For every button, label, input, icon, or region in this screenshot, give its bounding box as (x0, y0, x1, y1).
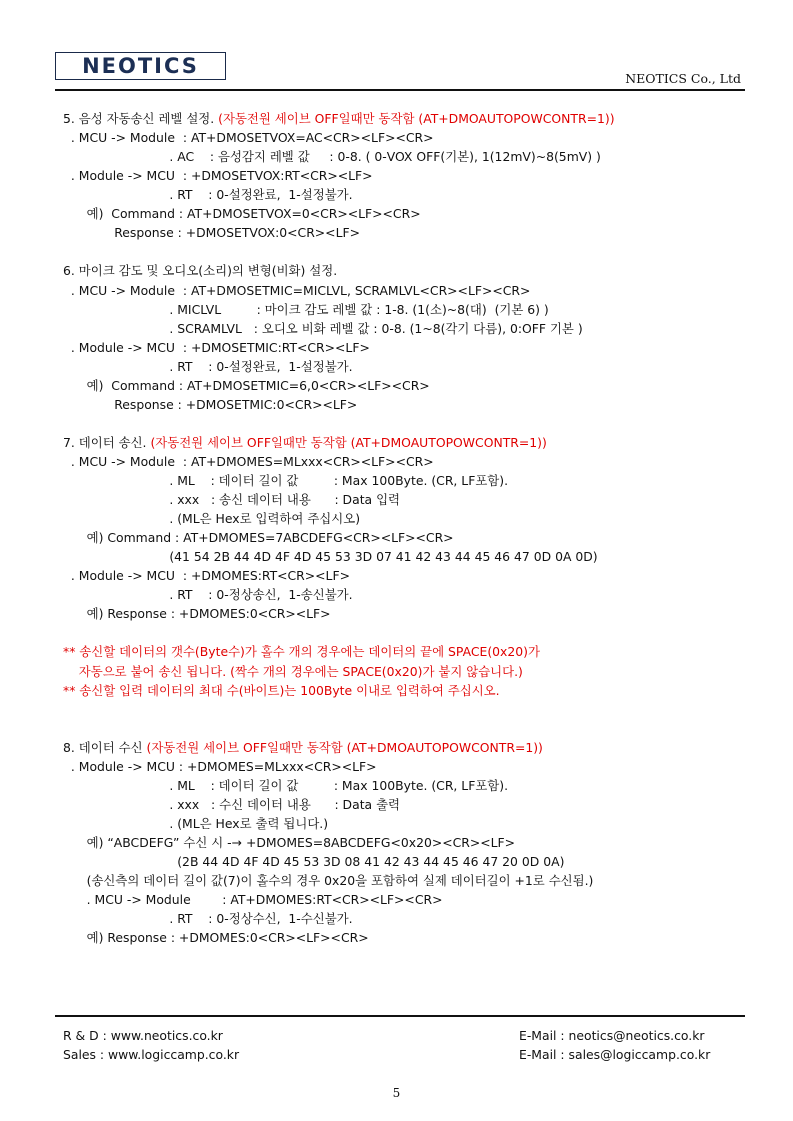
neotics-logo (55, 52, 226, 80)
doc-line (63, 930, 369, 946)
doc-line (63, 873, 593, 889)
doc-line (63, 816, 328, 832)
doc-line (63, 549, 598, 565)
line-text: 5. 음성 자동송신 레벨 설정. (63, 111, 215, 126)
footer-email-sales: E-Mail : sales@logiccamp.co.kr (519, 1047, 711, 1062)
line-text: 예) Response : +DMOMES:0<CR><LF> (63, 606, 331, 622)
line-text: 8. 데이터 수신 (63, 739, 143, 755)
doc-line (63, 759, 377, 775)
line-text: . SCRAMLVL : 오디오 비화 레벨 값 : 0-8. (1~8(각기 다름), 0:OFF 기본 ) (63, 320, 583, 336)
doc-line (63, 359, 353, 375)
line-text: Response : +DMOSETMIC:0<CR><LF> (63, 396, 358, 412)
line-text: 예) Response : +DMOMES:0<CR><LF><CR> (63, 930, 369, 946)
line-text: . (ML은 Hex로 출력 됩니다.) (63, 815, 329, 831)
doc-line (63, 587, 353, 603)
line-text: . Module -> MCU : +DMOMES:RT<CR><LF> (63, 568, 350, 584)
line-text: Response : +DMOSETVOX:0<CR><LF> (63, 225, 360, 241)
line-text: . RT : 0-설정완료, 1-설정불가. (63, 358, 353, 374)
doc-line (63, 111, 615, 127)
line-note-red: 자동으로 붙어 송신 됩니다. (짝수 개의 경우에는 SPACE(0x20)가 붙지 않습니다.) (63, 663, 523, 679)
line-text: . RT : 0-설정완료, 1-설정불가. (63, 187, 353, 203)
doc-line (63, 568, 350, 584)
line-note-red: (자동전원 세이브 OFF일때만 동작함 (AT+DMOAUTOPOWCONTR=1)) (142, 739, 543, 755)
line-note-red: ** 송신할 입력 데이터의 최대 수(바이트)는 100Byte 이내로 입력하여 주십시오. (63, 682, 500, 698)
line-text: . (ML은 Hex로 입력하여 주십시오) (63, 511, 361, 527)
doc-line (63, 283, 530, 299)
doc-line (63, 397, 357, 413)
doc-line (63, 187, 353, 203)
doc-line (63, 130, 434, 146)
line-text: . ML : 데이터 길이 값 : Max 100Byte. (CR, LF포함). (63, 777, 509, 793)
doc-line (63, 664, 523, 680)
doc-line (63, 911, 353, 927)
doc-line (63, 263, 337, 279)
doc-line (63, 302, 549, 318)
doc-line (63, 530, 454, 546)
line-text: 예) Command : AT+DMOSETMIC=6,0<CR><LF><CR> (63, 377, 430, 393)
line-text: . MCU -> Module : AT+DMOMES=MLxxx<CR><LF><CR> (63, 453, 434, 469)
logo-text: NEOTICS (82, 54, 199, 78)
doc-line (63, 606, 331, 622)
line-text: . MCU -> Module : AT+DMOMES:RT<CR><LF><CR> (63, 892, 443, 908)
doc-line (63, 378, 430, 394)
line-text: . MICLVL : 마이크 감도 레벨 값 : 1-8. (1(소)~8(대) (기본 6) ) (63, 301, 549, 317)
doc-line (63, 854, 564, 870)
line-text: . MCU -> Module : AT+DMOSETMIC=MICLVL, SCRAMLVL<CR><LF><CR> (63, 282, 531, 298)
doc-line (63, 778, 508, 794)
line-text: . Module -> MCU : +DMOMES=MLxxx<CR><LF> (63, 758, 377, 774)
line-text: . Module -> MCU : +DMOSETMIC:RT<CR><LF> (63, 339, 370, 355)
line-note-red: ** 송신할 데이터의 갯수(Byte수)가 홀수 개의 경우에는 데이터의 끝에 SPACE(0x20)가 (63, 644, 540, 660)
line-text: (송신측의 데이터 길이 값(7)이 홀수의 경우 0x20을 포함하여 실제 데이터길이 +1로 수신됨.) (63, 873, 594, 888)
line-text: . MCU -> Module : AT+DMOSETVOX=AC<CR><LF><CR> (63, 130, 434, 146)
line-text: (2B 44 4D 4F 4D 45 53 3D 08 41 42 43 44 45 46 47 20 0D 0A) (63, 854, 565, 869)
doc-line (63, 435, 547, 451)
line-text: . RT : 0-정상송신, 1-송신불가. (63, 587, 353, 603)
doc-line (63, 321, 583, 337)
footer-rd-url: R & D : www.neotics.co.kr (63, 1028, 223, 1043)
line-text: 예) Command : AT+DMOSETVOX=0<CR><LF><CR> (63, 206, 421, 222)
doc-line (63, 835, 515, 851)
doc-line (63, 340, 370, 356)
page-number: 5 (392, 1086, 401, 1100)
line-text: 7. 데이터 송신. (63, 434, 147, 450)
line-text: . AC : 음성감지 레벨 값 : 0-8. ( 0-VOX OFF(기본), 1(12mV)~8(5mV) ) (63, 149, 601, 165)
footer-email-rd: E-Mail : neotics@neotics.co.kr (519, 1028, 705, 1043)
line-text: 예) “ABCDEFG” 수신 시 -→ +DMOMES=8ABCDEFG<0x20><CR><LF> (63, 834, 516, 850)
doc-line (63, 511, 360, 527)
doc-line (63, 225, 360, 241)
line-text: 예) Command : AT+DMOMES=7ABCDEFG<CR><LF><CR> (63, 530, 454, 546)
line-text: . Module -> MCU : +DMOSETVOX:RT<CR><LF> (63, 168, 373, 184)
footer-sales-url: Sales : www.logiccamp.co.kr (63, 1047, 240, 1062)
company-name: NEOTICS Co., Ltd (625, 71, 741, 86)
line-text: 6. 마이크 감도 및 오디오(소리)의 변형(비화) 설정. (63, 263, 338, 279)
doc-line (63, 644, 540, 660)
line-text: . ML : 데이터 길이 값 : Max 100Byte. (CR, LF포함). (63, 472, 509, 488)
doc-line (63, 149, 601, 165)
doc-line (63, 473, 508, 489)
line-text: . xxx : 송신 데이터 내용 : Data 입력 (63, 492, 401, 507)
line-text: (41 54 2B 44 4D 4F 4D 45 53 3D 07 41 42 43 44 45 46 47 0D 0A 0D) (63, 549, 598, 565)
doc-line (63, 797, 400, 813)
line-note-red: (자동전원 세이브 OFF일때만 동작함 (AT+DMOAUTOPOWCONTR=1)) (214, 111, 615, 126)
doc-line (63, 492, 400, 508)
doc-line (63, 206, 421, 222)
header-rule (55, 89, 745, 91)
line-text: . RT : 0-정상수신, 1-수신불가. (63, 911, 353, 927)
line-text: . xxx : 수신 데이터 내용 : Data 출력 (63, 796, 401, 812)
doc-line (63, 454, 434, 470)
doc-line (63, 168, 373, 184)
footer-rule (55, 1015, 745, 1017)
doc-line (63, 740, 543, 756)
doc-line (63, 683, 500, 699)
doc-line (63, 892, 442, 908)
line-note-red: (자동전원 세이브 OFF일때만 동작함 (AT+DMOAUTOPOWCONTR=1)) (146, 434, 547, 450)
